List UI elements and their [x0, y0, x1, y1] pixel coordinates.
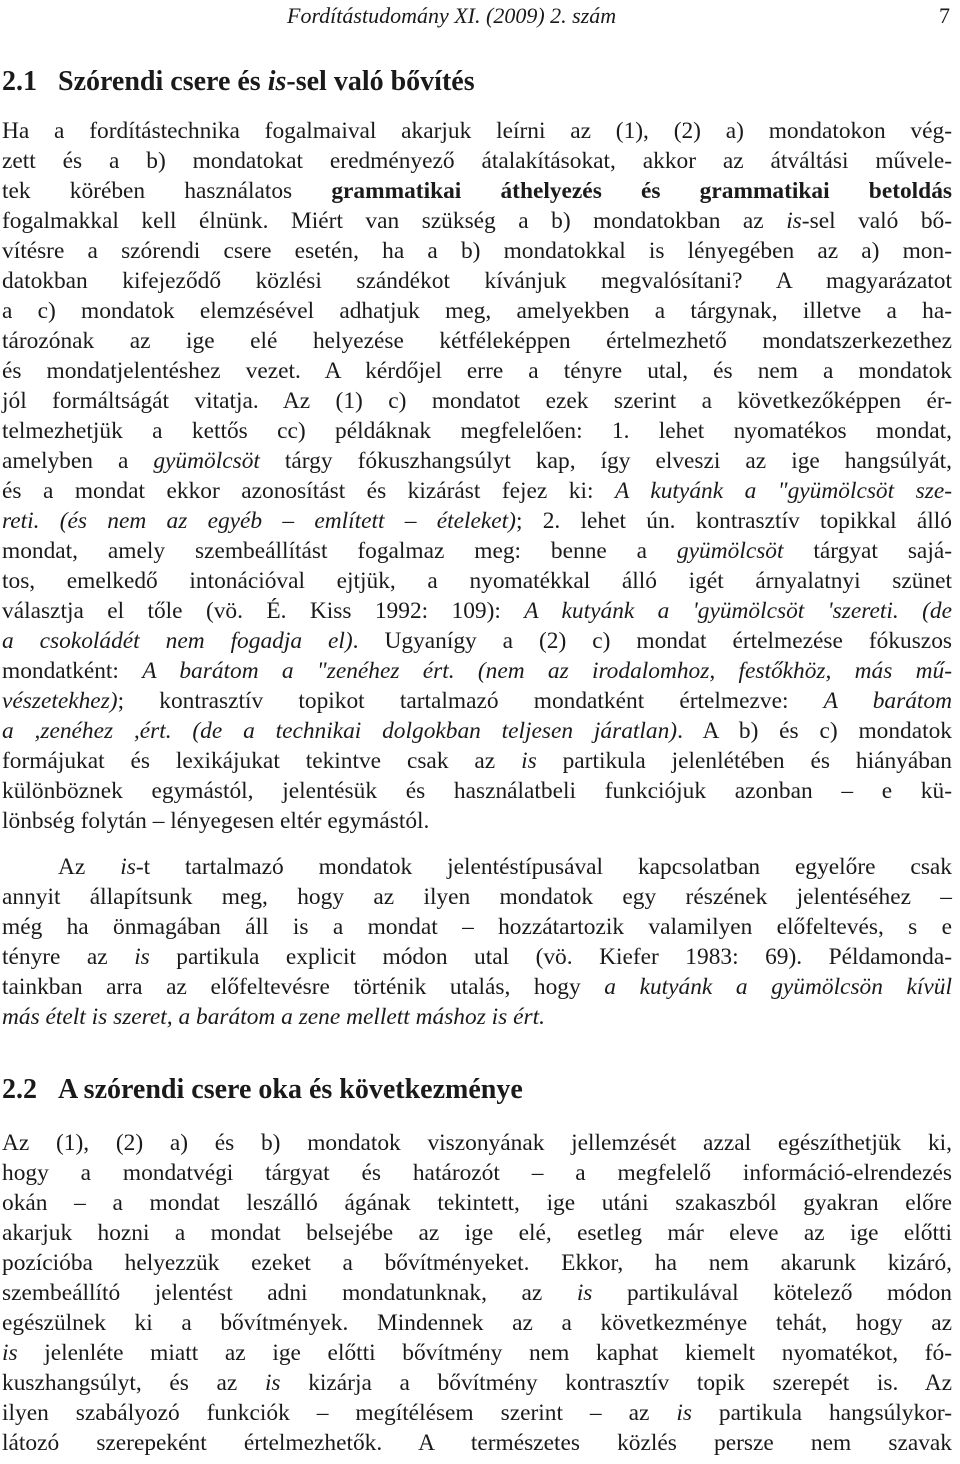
text-run: . A b) és c) mondatok [677, 718, 952, 744]
text-run: tos, emelkedő intonációval ejtjük, a nyomatékkal álló igét árnyalatnyi szünet [2, 568, 952, 594]
section-number: 2.2 [2, 1074, 37, 1105]
text-run: annyit állapítsunk meg, hogy az ilyen mondatok egy részének jelentéséhez – [2, 884, 952, 910]
running-head [0, 2, 960, 30]
italic-text: is [676, 1400, 692, 1426]
text-run: tárgyat sajá- [783, 538, 952, 564]
text-run: partikula jelenlétében és hiányában [536, 748, 952, 774]
text-line [2, 386, 952, 416]
text-run: a c) mondatok elemzésével adhatjuk meg, amelyekben a tárgynak, illetve a ha- [2, 298, 952, 324]
text-line [2, 476, 952, 506]
text-run: ; kontrasztív topikot tartalmazó mondatként értelmezve: [117, 688, 824, 714]
italic-text: is [134, 944, 150, 970]
italic-text: A barátom [823, 688, 952, 714]
text-line [2, 416, 952, 446]
text-run: egészülnek ki a bővítmények. Mindennek az a következménye tehát, hogy az [2, 1310, 952, 1336]
text-line [2, 626, 952, 656]
text-run: partikulával kötelező módon [592, 1280, 952, 1306]
text-run: telmezhetjük a kettős cc) példáknak megfelelően: 1. lehet nyomatékos mondat, [2, 418, 952, 444]
text-line [2, 1368, 952, 1398]
italic-text: más ételt is szeret, a barátom a zene mellett máshoz is ért. [2, 1004, 545, 1030]
italic-text: is [264, 1370, 281, 1396]
text-run: és mondatjelentéshez vezet. A kérdőjel erre a tényre utal, és nem a mondatok [2, 358, 952, 384]
text-line [2, 912, 952, 942]
text-run: zett és a b) mondatokat eredményező átalakításokat, akkor az átváltási művele- [2, 148, 952, 174]
text-line [2, 1188, 952, 1218]
text-line [2, 326, 952, 356]
text-line [2, 566, 952, 596]
italic-text: A kutyánk a 'gyümölcsöt 'szereti. (de [524, 598, 952, 624]
text-run: mondatként: [2, 658, 143, 684]
text-run: jelenléte miatt az ige előtti bővítmény nem kaphat kiemelt nyomatékot, fó- [17, 1340, 952, 1366]
text-line [2, 1002, 952, 1032]
italic-text: a csokoládét nem fogadja el) [2, 628, 353, 654]
text-run: tainkban arra az előfeltevésre történik utalás, hogy [2, 974, 605, 1000]
text-run: tényre az [2, 944, 135, 970]
text-line [2, 746, 952, 776]
text-run: kuszhangsúlyt, és az [2, 1370, 265, 1396]
italic-text: a ,zenéhez ,ért. (de a technikai dolgokban teljesen járatlan) [2, 718, 678, 744]
section-title [58, 66, 475, 97]
italic-text: A barátom a "zenéhez ért. (nem az irodalomhoz, festőkhöz, más mű- [142, 658, 952, 684]
text-run: hogy a mondatvégi tárgyat és határozót – a megfelelő információ-elrendezés [2, 1160, 952, 1186]
text-line [2, 1338, 952, 1368]
text-run: partikula explicit módon utal (vö. Kiefer 1983: 69). Példamonda- [149, 944, 952, 970]
text-line [2, 1278, 952, 1308]
text-run: . Ugyanígy a (2) c) mondat értelmezése fókuszos [352, 628, 952, 654]
italic-text: reti. (és nem az egyéb – említett – ételeket) [2, 508, 516, 534]
text-run: Ha a fordítástechnika fogalmaival akarjuk leírni az (1), (2) a) mondatokon vég- [2, 118, 952, 144]
text-line [2, 506, 952, 536]
text-run: ; 2. lehet ún. kontrasztív topikkal álló [515, 508, 952, 534]
paragraph [2, 116, 952, 836]
text-run: és a mondat ekkor azonosítást és kizárást fejez ki: [2, 478, 615, 504]
text-run: A szórendi csere oka és következménye [58, 1074, 523, 1105]
text-line [2, 296, 952, 326]
italic-text: is [521, 748, 537, 774]
bold-text: grammatikai áthelyezés és grammatikai betoldás [331, 178, 952, 204]
text-run: látozó szerepeként értelmezhetők. A természetes közlés persze nem szavak [2, 1430, 952, 1456]
text-run: amelyben a [2, 448, 154, 474]
text-run: formájukat és lexikájukat tekintve csak az [2, 748, 522, 774]
paragraph [2, 852, 952, 1032]
text-line [2, 656, 952, 686]
text-line [2, 806, 952, 836]
journal-title: Fordítástudomány XI. (2009) 2. szám [287, 3, 617, 28]
text-line [2, 596, 952, 626]
italic-text: a kutyánk a gyümölcsön kívül [604, 974, 952, 1000]
text-line [2, 176, 952, 206]
text-run: pozícióba helyezzük ezeket a bővítményeket. Ekkor, ha nem akarunk kizáró, [2, 1250, 952, 1276]
italic-text: is [786, 208, 802, 234]
text-run: -t tartalmazó mondatok jelentéstípusával kapcsolatban egyelőre csak [135, 854, 952, 880]
text-run: tározónak az ige elé helyezése kétféleképpen értelmezhető mondatszerkezethez [2, 328, 952, 354]
italic-text: is [2, 1340, 18, 1366]
section-heading-2-1 [2, 66, 475, 98]
text-line [2, 1218, 952, 1248]
text-run: okán – a mondat leszálló ágának tekintett, ige utáni szakaszból gyakran előre [2, 1190, 952, 1216]
text-line [2, 1428, 952, 1458]
text-run: -sel való bő- [801, 208, 953, 234]
text-line [2, 882, 952, 912]
text-line [2, 116, 952, 146]
text-run: -sel való bővítés [286, 66, 475, 97]
italic-text: is [576, 1280, 593, 1306]
text-run: jól formáltságát vitatja. Az (1) c) mondatot ezek szerint a következőképpen ér- [2, 388, 952, 414]
text-line [2, 206, 952, 236]
italic-text: vészetekhez) [2, 688, 118, 714]
text-run: datokban kifejeződő közlési szándékot kívánjuk megvalósítani? A magyarázatot [2, 268, 952, 294]
text-run: akarjuk hozni a mondat belsejébe az ige elé, esetleg már eleve az ige előtti [2, 1220, 952, 1246]
text-run: mondat, amely szembeállítást fogalmaz meg: benne a [2, 538, 677, 564]
text-line [2, 1128, 952, 1158]
italic-text: gyümölcsöt [676, 538, 784, 564]
text-line [2, 446, 952, 476]
text-line [2, 146, 952, 176]
text-line [2, 356, 952, 386]
italic-text: A kutyánk a "gyümölcsöt sze- [615, 478, 952, 504]
text-line [2, 536, 952, 566]
text-run: ilyen szabályozó funkciók – megítélésem szerint – az [2, 1400, 677, 1426]
text-run: szembeállító jelentést adni mondatunknak, az [2, 1280, 577, 1306]
section-number: 2.1 [2, 66, 37, 97]
text-run: Az (1), (2) a) és b) mondatok viszonyának jellemzését azzal egészíthetjük ki, [2, 1130, 952, 1156]
text-run: vítésre a szórendi csere esetén, ha a b) mondatokkal is lényegében az a) mon- [2, 238, 952, 264]
text-run: még ha önmagában áll is a mondat – hozzátartozik valamilyen előfeltevés, s e [2, 914, 952, 940]
italic-text: gyümölcsöt [153, 448, 260, 474]
page-number: 7 [939, 3, 950, 28]
text-line [2, 236, 952, 266]
text-run: kizárja a bővítmény kontrasztív topik szerepét is. Az [280, 1370, 952, 1396]
text-run: tárgy fókuszhangsúlyt kap, így elveszi az ige hangsúlyát, [259, 448, 952, 474]
text-run: fogalmakkal kell élnünk. Miért van szükség a b) mondatokban az [2, 208, 787, 234]
text-line [2, 686, 952, 716]
text-line [2, 1248, 952, 1278]
text-line [2, 1398, 952, 1428]
text-run: Szórendi csere és [58, 66, 268, 97]
text-line [2, 716, 952, 746]
text-line [2, 1308, 952, 1338]
text-run: Az [58, 854, 121, 880]
section-heading-2-2 [2, 1074, 523, 1106]
text-run: tek körében használatos [2, 178, 332, 204]
text-line [2, 1158, 952, 1188]
text-line [2, 776, 952, 806]
paragraph [2, 1128, 952, 1458]
text-run: választja el tőle (vö. É. Kiss 1992: 109): [2, 598, 525, 624]
text-line [2, 972, 952, 1002]
text-run: különböznek egymástól, jelentésük és használatbeli funkciójuk azonban – e kü- [2, 778, 952, 804]
section-title [58, 1074, 523, 1105]
italic-text: is [120, 854, 136, 880]
italic-text: is [267, 66, 287, 97]
text-run: partikula hangsúlykor- [691, 1400, 952, 1426]
text-run: lönbség folytán – lényegesen eltér egymástól. [2, 808, 430, 834]
text-line [2, 266, 952, 296]
text-line [2, 942, 952, 972]
text-line [2, 852, 952, 882]
